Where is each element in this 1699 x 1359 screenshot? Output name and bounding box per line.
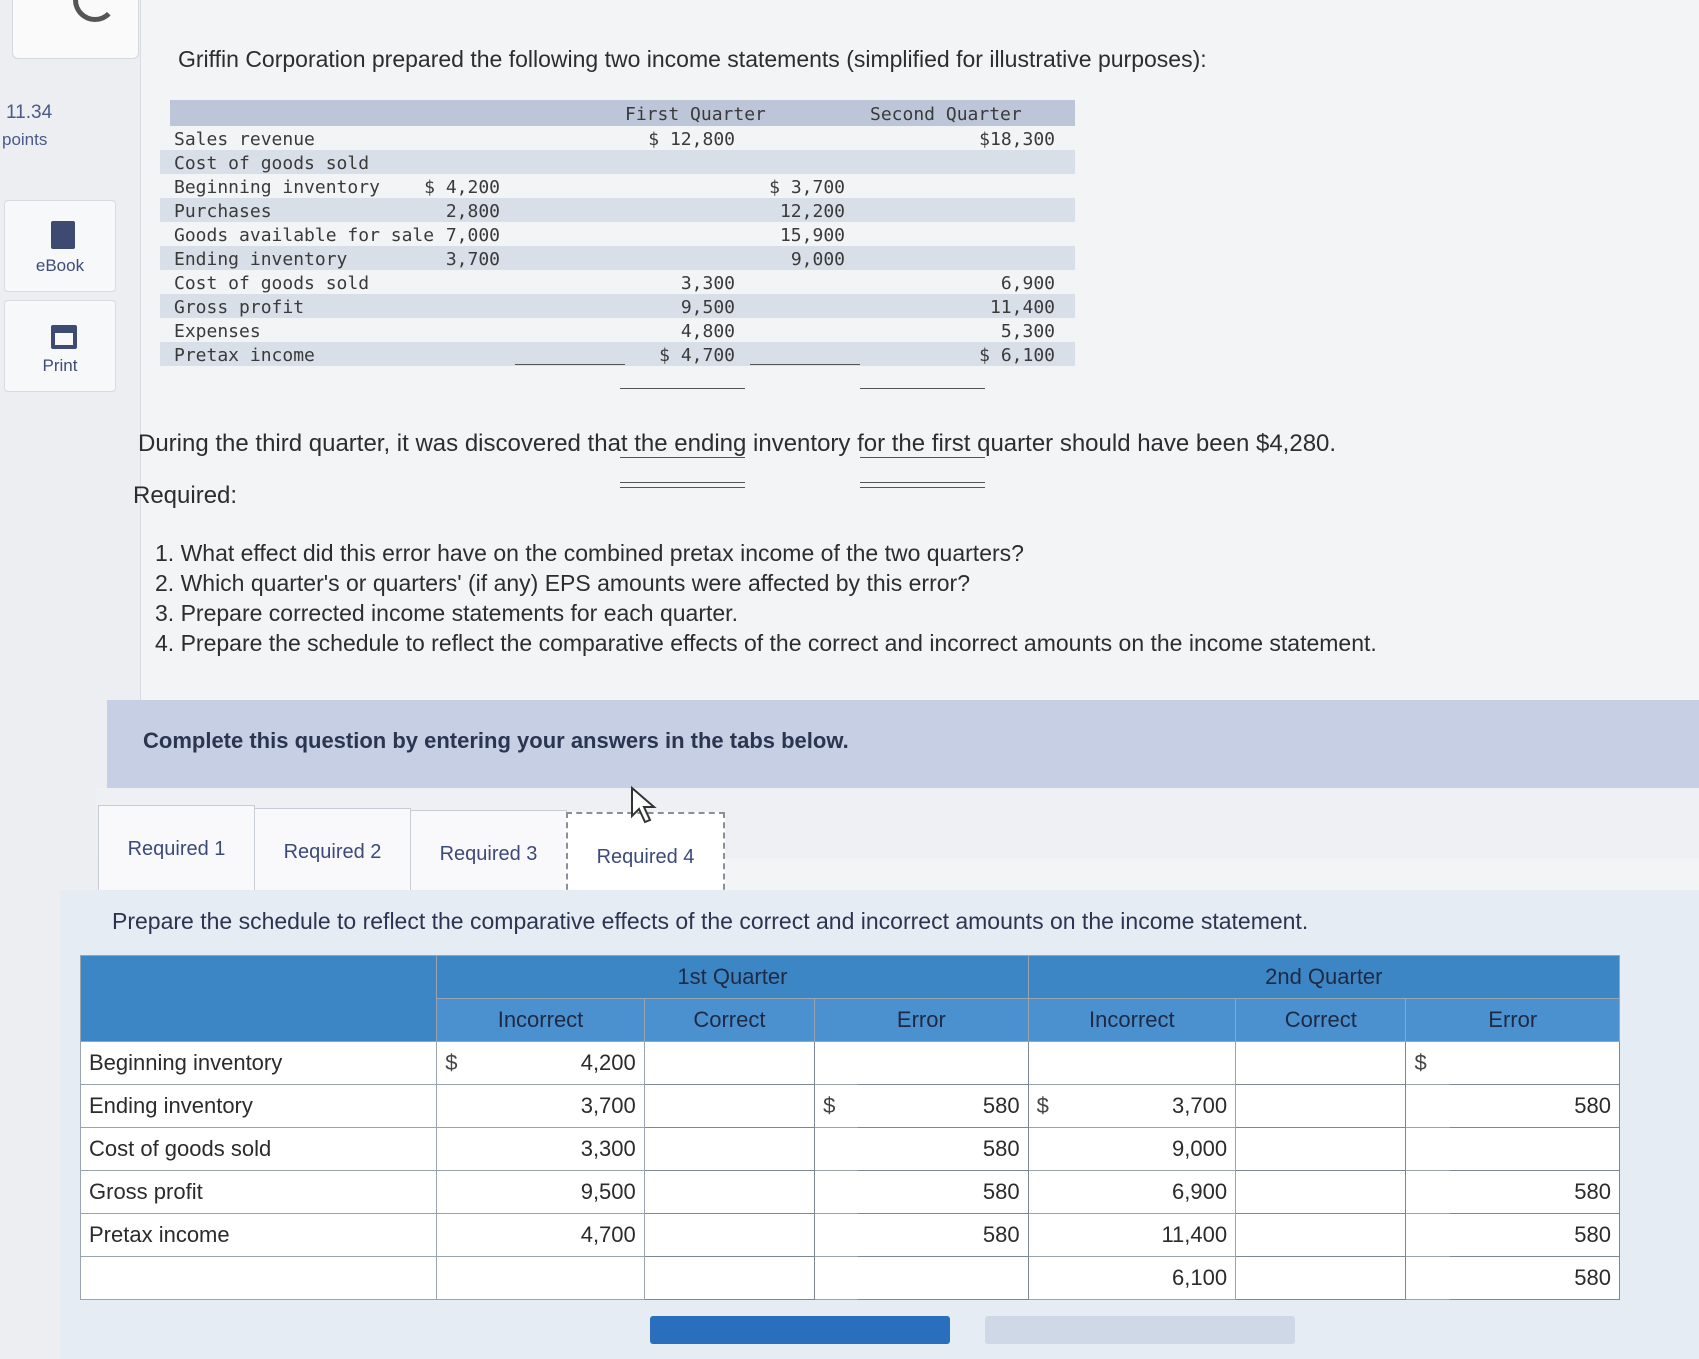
q2-incorrect-header: Incorrect <box>1028 999 1236 1042</box>
q2-correct-input[interactable] <box>1236 1214 1406 1257</box>
q1-detail-value: 2,800 <box>445 201 500 222</box>
q1-incorrect-header: Incorrect <box>437 999 645 1042</box>
tab-label: Required 4 <box>596 846 695 868</box>
requirement-4: 4. Prepare the schedule to reflect the comparative effects of the correct and incorrect amounts on the income statement. <box>155 630 1377 656</box>
first-quarter-heading: First Quarter <box>625 104 766 125</box>
statement-row <box>160 270 1075 294</box>
q1-incorrect-value: 4,200 <box>481 1042 645 1085</box>
q2-correct-input[interactable] <box>1236 1257 1406 1300</box>
q2-total-value: 5,300 <box>1000 321 1055 342</box>
currency-sign: $ <box>1406 1042 1450 1085</box>
q1-header: 1st Quarter <box>437 956 1028 999</box>
q1-total-value: $ 12,800 <box>648 129 735 150</box>
schedule-row <box>81 1171 1620 1214</box>
book-icon <box>51 221 75 249</box>
statement-header <box>170 100 1075 126</box>
statement-row <box>160 126 1075 150</box>
requirement-3: 3. Prepare corrected income statements for each quarter. <box>155 600 738 626</box>
currency-sign <box>1406 1128 1450 1171</box>
statement-row-label: Cost of goods sold <box>174 153 370 174</box>
schedule-row-label: Beginning inventory <box>81 1042 437 1085</box>
currency-sign <box>815 1042 859 1085</box>
q1-total-value: 9,500 <box>680 297 735 318</box>
q2-error-input[interactable]: 580 <box>1450 1214 1620 1257</box>
q2-correct-input[interactable] <box>1236 1171 1406 1214</box>
schedule-row <box>81 1042 1620 1085</box>
currency-sign <box>1406 1214 1450 1257</box>
intro-text: Griffin Corporation prepared the following two income statements (simplified for illustrative purposes): <box>178 46 1207 72</box>
tab-required-2[interactable] <box>254 808 411 894</box>
currency-sign <box>815 1257 859 1300</box>
print-button[interactable] <box>4 300 116 392</box>
q2-total-value: 6,900 <box>1000 273 1055 294</box>
mouse-cursor-icon <box>628 786 668 826</box>
currency-sign <box>1028 1171 1072 1214</box>
q1-error-header: Error <box>815 999 1029 1042</box>
required-title: Required: <box>133 482 238 509</box>
currency-sign <box>1028 1257 1072 1300</box>
q2-correct-header: Correct <box>1236 999 1406 1042</box>
q1-incorrect-value: 4,700 <box>481 1214 645 1257</box>
schedule-table <box>80 955 1620 1300</box>
q1-correct-header: Correct <box>644 999 814 1042</box>
q2-detail-value: 15,900 <box>779 225 845 246</box>
schedule-row <box>81 1128 1620 1171</box>
statement-row-label: Ending inventory <box>174 249 348 270</box>
currency-sign <box>1028 1128 1072 1171</box>
points-value: 11.34 <box>6 102 53 123</box>
statement-row-label: Purchases <box>174 201 272 222</box>
currency-sign: $ <box>815 1085 859 1128</box>
q1-error-input[interactable] <box>858 1042 1028 1085</box>
q2-correct-input[interactable] <box>1236 1042 1406 1085</box>
statement-row-label: Expenses <box>174 321 261 342</box>
second-quarter-heading: Second Quarter <box>870 104 1022 125</box>
tab-required-1[interactable] <box>98 805 255 891</box>
q2-incorrect-value: 6,900 <box>1072 1171 1236 1214</box>
q1-error-input[interactable]: 580 <box>858 1085 1028 1128</box>
q2-correct-input[interactable] <box>1236 1128 1406 1171</box>
next-required-button[interactable] <box>985 1316 1295 1344</box>
instruction-text: Complete this question by entering your answers in the tabs below. <box>143 728 849 753</box>
currency-sign <box>437 1128 481 1171</box>
tab-required-3[interactable] <box>410 810 567 896</box>
panel-title: Prepare the schedule to reflect the comparative effects of the correct and incorrect amounts on the income statement. <box>112 908 1309 934</box>
q2-incorrect-value: 3,700 <box>1072 1085 1236 1128</box>
currency-sign: $ <box>1028 1085 1072 1128</box>
schedule-row <box>81 1214 1620 1257</box>
q2-detail-value: $ 3,700 <box>769 177 845 198</box>
q2-header: 2nd Quarter <box>1028 956 1619 999</box>
q1-correct-input[interactable] <box>644 1085 814 1128</box>
q1-incorrect-value <box>481 1257 645 1300</box>
currency-sign <box>815 1171 859 1214</box>
q1-incorrect-value: 9,500 <box>481 1171 645 1214</box>
q1-total-value: $ 4,700 <box>659 345 735 366</box>
q2-correct-input[interactable] <box>1236 1085 1406 1128</box>
currency-sign <box>1028 1042 1072 1085</box>
q1-correct-input[interactable] <box>644 1257 814 1300</box>
statement-row <box>160 198 1075 222</box>
q1-detail-value: $ 4,200 <box>424 177 500 198</box>
ebook-button[interactable] <box>4 200 116 292</box>
requirements-list <box>155 540 1377 660</box>
q1-error-input[interactable]: 580 <box>858 1128 1028 1171</box>
q1-correct-input[interactable] <box>644 1042 814 1085</box>
schedule-row <box>81 1257 1620 1300</box>
q2-detail-value: 12,200 <box>779 201 845 222</box>
q2-error-input[interactable]: 580 <box>1450 1257 1620 1300</box>
requirement-1: 1. What effect did this error have on the combined pretax income of the two quarters? <box>155 540 1024 566</box>
q2-error-input[interactable] <box>1450 1128 1620 1171</box>
refresh-icon <box>73 0 117 22</box>
currency-sign <box>437 1171 481 1214</box>
statement-row <box>160 318 1075 342</box>
q1-correct-input[interactable] <box>644 1171 814 1214</box>
q2-error-input[interactable] <box>1450 1042 1620 1085</box>
statement-row-label: Gross profit <box>174 297 305 318</box>
schedule-row-label: Cost of goods sold <box>81 1128 437 1171</box>
discovery-note: During the third quarter, it was discovered that the ending inventory for the first quarter should have been $4,280. <box>138 430 1337 457</box>
q2-error-input[interactable]: 580 <box>1450 1171 1620 1214</box>
q2-total-value: 11,400 <box>989 297 1055 318</box>
currency-sign <box>815 1128 859 1171</box>
q2-total-value: $18,300 <box>979 129 1055 150</box>
q2-error-header: Error <box>1406 999 1620 1042</box>
requirement-2: 2. Which quarter's or quarters' (if any) EPS amounts were affected by this error? <box>155 570 970 596</box>
currency-sign <box>815 1214 859 1257</box>
q2-incorrect-value: 6,100 <box>1072 1257 1236 1300</box>
tab-label: Required 1 <box>127 838 226 860</box>
row-label-header <box>81 956 437 1042</box>
ebook-label: eBook <box>35 256 85 275</box>
q1-total-value: 4,800 <box>680 321 735 342</box>
statement-row <box>160 150 1075 174</box>
statement-row <box>160 174 1075 198</box>
statement-row-label: Sales revenue <box>174 129 315 150</box>
schedule-row-label: Pretax income <box>81 1214 437 1257</box>
prev-required-button[interactable] <box>650 1316 950 1344</box>
currency-sign <box>437 1085 481 1128</box>
schedule-row-label <box>81 1257 437 1300</box>
instruction-bar <box>107 700 1699 788</box>
tab-label: Required 3 <box>439 843 538 865</box>
q1-error-input[interactable]: 580 <box>858 1171 1028 1214</box>
points-label: points <box>2 130 48 149</box>
statement-row <box>160 294 1075 318</box>
statement-row-label: Pretax income <box>174 345 315 366</box>
q2-error-input[interactable]: 580 <box>1450 1085 1620 1128</box>
currency-sign <box>1406 1085 1450 1128</box>
q1-incorrect-value: 3,300 <box>481 1128 645 1171</box>
statement-row <box>160 342 1075 366</box>
q1-correct-input[interactable] <box>644 1214 814 1257</box>
q1-detail-value: 3,700 <box>445 249 500 270</box>
q2-incorrect-value: 11,400 <box>1072 1214 1236 1257</box>
currency-sign <box>1028 1214 1072 1257</box>
tab-label: Required 2 <box>283 841 382 863</box>
q1-incorrect-value: 3,700 <box>481 1085 645 1128</box>
currency-sign <box>1406 1171 1450 1214</box>
q2-incorrect-value <box>1072 1042 1236 1085</box>
q2-incorrect-value: 9,000 <box>1072 1128 1236 1171</box>
statement-row-label: Goods available for sale <box>174 225 435 246</box>
currency-sign <box>437 1257 481 1300</box>
currency-sign: $ <box>437 1042 481 1085</box>
q1-detail-value: 7,000 <box>445 225 500 246</box>
schedule-row-label: Gross profit <box>81 1171 437 1214</box>
schedule-row-label: Ending inventory <box>81 1085 437 1128</box>
currency-sign <box>437 1214 481 1257</box>
statement-row <box>160 246 1075 270</box>
statement-row-label: Beginning inventory <box>174 177 380 198</box>
q2-total-value: $ 6,100 <box>979 345 1055 366</box>
q1-correct-input[interactable] <box>644 1128 814 1171</box>
print-label: Print <box>42 356 78 375</box>
q1-total-value: 3,300 <box>680 273 735 294</box>
schedule-row <box>81 1085 1620 1128</box>
q1-error-input[interactable]: 580 <box>858 1214 1028 1257</box>
printer-icon <box>51 325 77 349</box>
statement-row-label: Cost of goods sold <box>174 273 370 294</box>
statement-row <box>160 222 1075 246</box>
q1-error-input[interactable] <box>858 1257 1028 1300</box>
q2-detail-value: 9,000 <box>790 249 845 270</box>
rail-top-button[interactable] <box>12 0 139 59</box>
currency-sign <box>1406 1257 1450 1300</box>
